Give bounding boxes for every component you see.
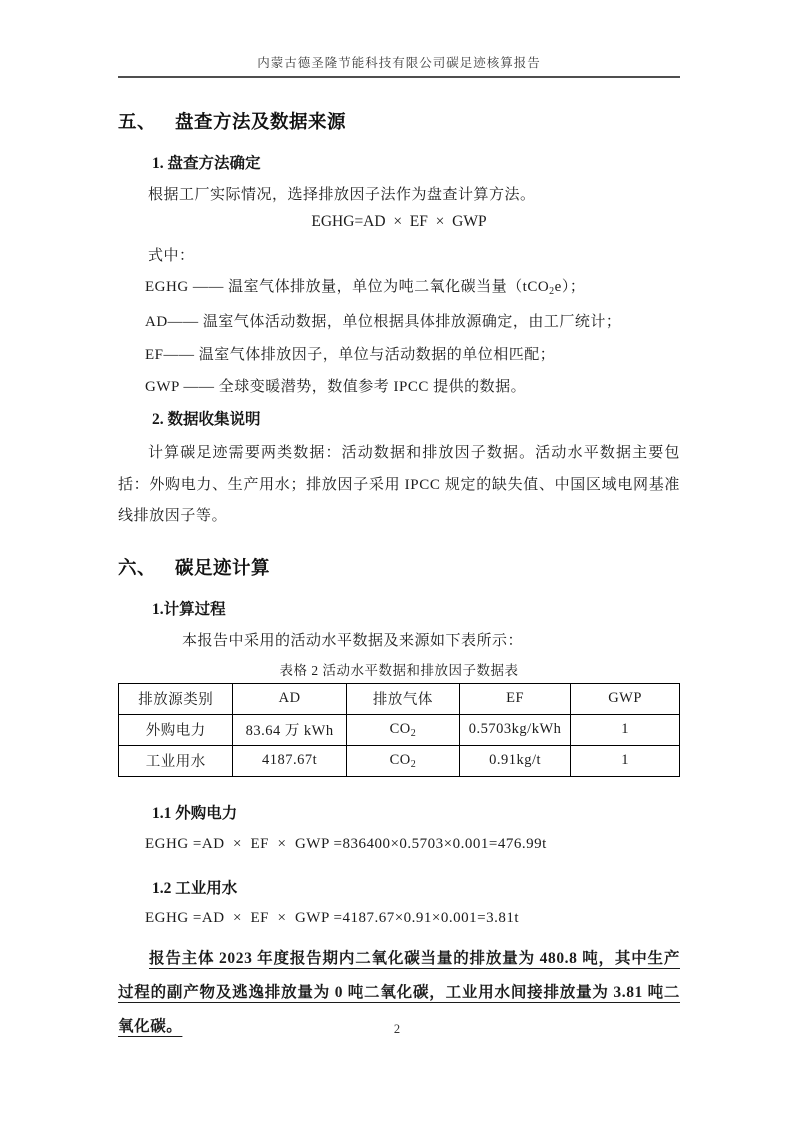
col-header-gas: 排放气体 [346, 683, 459, 714]
table-caption: 表格 2 活动水平数据和排放因子数据表 [279, 662, 519, 678]
section-5-heading [118, 108, 680, 134]
col-header-ad: AD [233, 683, 346, 714]
col-header-gwp: GWP [571, 683, 680, 714]
section-6-heading [118, 554, 680, 580]
cell-gwp: 1 [571, 714, 680, 745]
table-intro-line: 本报告中采用的活动水平数据及来源如下表所示： [182, 632, 524, 649]
col-header-source: 排放源类别 [119, 683, 233, 714]
where-label: 式中： [148, 248, 195, 264]
header-rule [118, 76, 680, 78]
cell-gas: $CO_2$ [346, 714, 459, 745]
cell-ad: 83.64 万 kWh [233, 714, 346, 745]
cell-ef: 0.5703kg/kWh [460, 714, 571, 745]
subsection-2-heading: 2. 数据收集说明 [152, 411, 261, 428]
section-5-title: 盘查方法及数据来源 [175, 113, 347, 133]
method-paragraph: 根据工厂实际情况，选择排放因子法作为盘查计算方法。 [148, 187, 536, 203]
page-number: 2 [393, 1022, 401, 1036]
section-5-number: 五、 [118, 113, 157, 133]
activity-data-table [118, 683, 680, 777]
calc-water-formula: EGHG =AD × EF × GWP =4187.67×0.91×0.001=3.81t [145, 909, 519, 926]
data-collection-paragraph: 计算碳足迹需要两类数据：活动数据和排放因子数据。活动水平数据主要包括：外购电力、生产用水；排放因子采用 IPCC 规定的缺失值、中国区域电网基准线排放因子等。 [118, 445, 680, 524]
subsection-1-2-heading: 1.2 工业用水 [152, 879, 238, 897]
subsection-1-heading: 1. 盘查方法确定 [152, 155, 261, 172]
section-6-title: 碳足迹计算 [175, 558, 271, 579]
definition-eghg: EGHG —— 温室气体排放量，单位为吨二氧化碳当量（tCO$_2$e）； [145, 279, 586, 297]
table-header-row [119, 683, 680, 714]
section-6-number: 六、 [118, 558, 157, 579]
subscript-2: 2 [410, 758, 417, 770]
definition-ef: EF—— 温室气体排放因子，单位与活动数据的单位相匹配； [145, 347, 556, 363]
conclusion-paragraph: 报告主体 2023 年度报告期内二氧化碳当量的排放量为 480.8 吨，其中生产过程的副产物及逃逸排放量为 0 吨二氧化碳，工业用水间接排放量为 3.81 吨二氧化碳。 [118, 949, 680, 1035]
cell-ef: 0.91kg/t [460, 745, 571, 776]
document-header [118, 0, 680, 78]
cell-source: 工业用水 [119, 745, 233, 776]
cell-gwp: 1 [571, 745, 680, 776]
subscript-2: 2 [410, 727, 417, 739]
table-row [119, 745, 680, 776]
calc-electricity-formula: EGHG =AD × EF × GWP =836400×0.5703×0.001=476.99t [145, 835, 547, 852]
header-title: 内蒙古德圣隆节能科技有限公司碳足迹核算报告 [257, 56, 541, 70]
cell-ad: 4187.67t [233, 745, 346, 776]
col-header-ef: EF [460, 683, 571, 714]
definition-ad: AD—— 温室气体活动数据，单位根据具体排放源确定，由工厂统计； [145, 314, 622, 330]
ghg-formula: EGHG=AD × EF × GWP [311, 213, 487, 230]
subscript-2: 2 [549, 286, 555, 297]
table-row [119, 714, 680, 745]
definition-gwp: GWP —— 全球变暖潜势，数值参考 IPCC 提供的数据。 [145, 379, 527, 395]
calc-process-heading: 1.计算过程 [152, 600, 226, 618]
cell-source: 外购电力 [119, 714, 233, 745]
cell-gas: $CO_2$ [346, 745, 459, 776]
subsection-1-1-heading: 1.1 外购电力 [152, 804, 238, 822]
